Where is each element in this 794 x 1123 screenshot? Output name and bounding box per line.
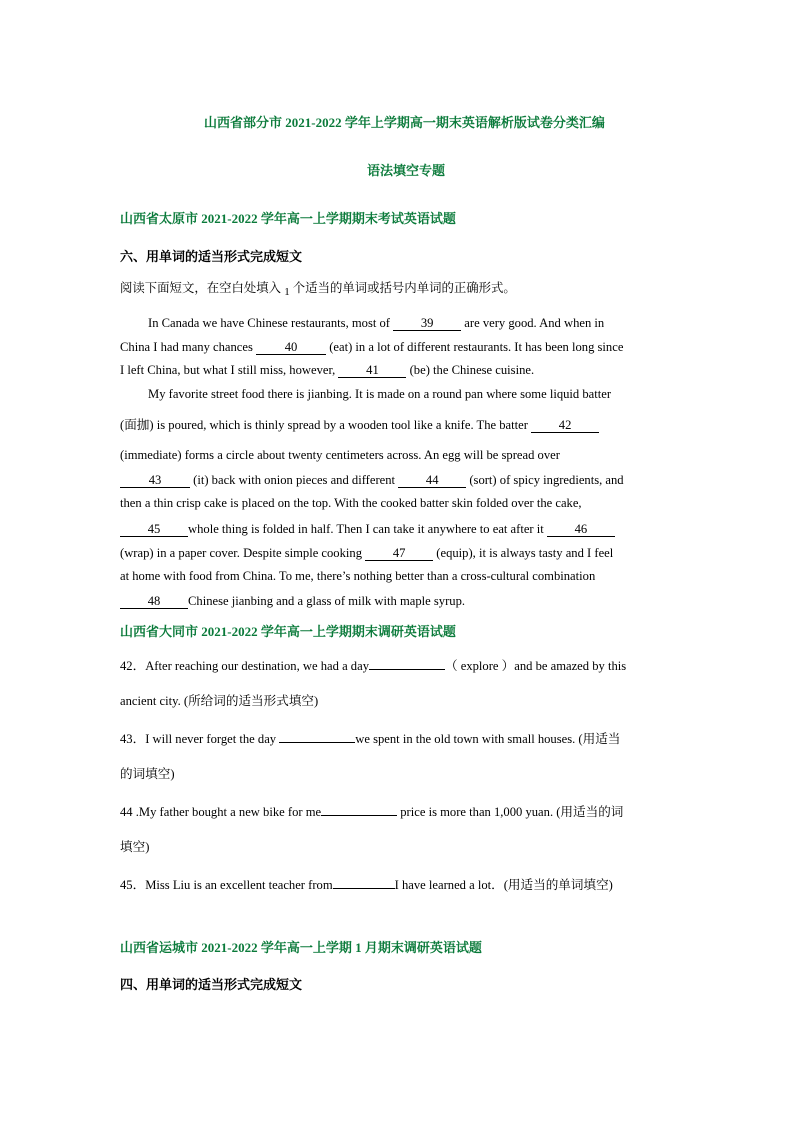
passage-line-3: I left China, but what I still miss, however, 41 (be) the Chinese cuisine. bbox=[120, 363, 535, 377]
passage-line-10: (wrap) in a paper cover. Despite simple cooking 47 (equip), it is always tasty and I feel bbox=[120, 546, 614, 560]
section3-part-title: 四、用单词的适当形式完成短文 bbox=[120, 977, 303, 992]
passage-line-11: at home with food from China. To me, there’s nothing better than a cross-cultural combination bbox=[120, 569, 596, 583]
blank-42[interactable]: 42 bbox=[531, 418, 599, 433]
question-42-line-1: 42．After reaching our destination, we had a day （ explore ）and be amazed by this bbox=[120, 659, 627, 673]
blank-39[interactable]: 39 bbox=[393, 316, 461, 331]
blank-43[interactable]: 43 bbox=[120, 473, 190, 488]
section1-part-title: 六、用单词的适当形式完成短文 bbox=[120, 249, 303, 264]
question-43-line-2: 的词填空) bbox=[120, 767, 175, 781]
blank-40[interactable]: 40 bbox=[256, 340, 326, 355]
question-42-line-2: ancient city. (所给词的适当形式填空) bbox=[120, 694, 319, 708]
section2-heading: 山西省大同市 2021-2022 学年高一上学期期末调研英语试题 bbox=[120, 624, 456, 639]
passage-line-8: then a thin crisp cake is placed on the top. With the cooked batter skin folded over the cake, bbox=[120, 496, 582, 510]
blank-45[interactable]: 45 bbox=[120, 522, 188, 537]
section1-instruction: 阅读下面短文，在空白处填入 1 个适当的单词或括号内单词的正确形式。 bbox=[120, 281, 516, 298]
blank-q43[interactable] bbox=[279, 742, 355, 743]
passage-line-1: In Canada we have Chinese restaurants, most of 39 are very good. And when in bbox=[148, 316, 605, 330]
blank-48[interactable]: 48 bbox=[120, 594, 188, 609]
passage-line-12: 48 Chinese jianbing and a glass of milk with maple syrup. bbox=[120, 594, 465, 609]
blank-41[interactable]: 41 bbox=[338, 363, 406, 378]
blank-47[interactable]: 47 bbox=[365, 546, 433, 561]
passage-line-4: My favorite street food there is jianbing. It is made on a round pan where some liquid batter bbox=[148, 387, 612, 401]
blank-q42[interactable] bbox=[369, 669, 445, 670]
main-title: 山西省部分市 2021-2022 学年上学期高一期末英语解析版试卷分类汇编 bbox=[204, 115, 605, 130]
sub-title: 语法填空专题 bbox=[367, 163, 446, 178]
passage-line-2: China I had many chances 40 (eat) in a lot of different restaurants. It has been long since bbox=[120, 340, 624, 354]
passage-line-7: 43 (it) back with onion pieces and different 44 (sort) of spicy ingredients, and bbox=[120, 473, 624, 488]
blank-q44[interactable] bbox=[321, 815, 397, 816]
question-45: 45．Miss Liu is an excellent teacher from I have learned a lot．(用适当的单词填空) bbox=[120, 878, 613, 892]
section3-heading: 山西省运城市 2021-2022 学年高一上学期 1 月期末调研英语试题 bbox=[120, 940, 482, 955]
question-44-line-1: 44 .My father bought a new bike for me price is more than 1,000 yuan. (用适当的词 bbox=[120, 805, 624, 819]
blank-44[interactable]: 44 bbox=[398, 473, 466, 488]
blank-q45[interactable] bbox=[333, 888, 395, 889]
question-43-line-1: 43．I will never forget the day we spent in the old town with small houses. (用适当 bbox=[120, 732, 621, 746]
blank-46[interactable]: 46 bbox=[547, 522, 615, 537]
passage-line-6: (immediate) forms a circle about twenty centimeters across. An egg will be spread over bbox=[120, 448, 560, 462]
passage-line-5: (面拁) is poured, which is thinly spread by a wooden tool like a knife. The batter 42 bbox=[120, 418, 599, 433]
question-44-line-2: 填空) bbox=[120, 840, 150, 854]
passage-line-9: 45 whole thing is folded in half. Then I can take it anywhere to eat after it 46 bbox=[120, 522, 615, 537]
section1-heading: 山西省太原市 2021-2022 学年高一上学期期末考试英语试题 bbox=[120, 211, 456, 226]
